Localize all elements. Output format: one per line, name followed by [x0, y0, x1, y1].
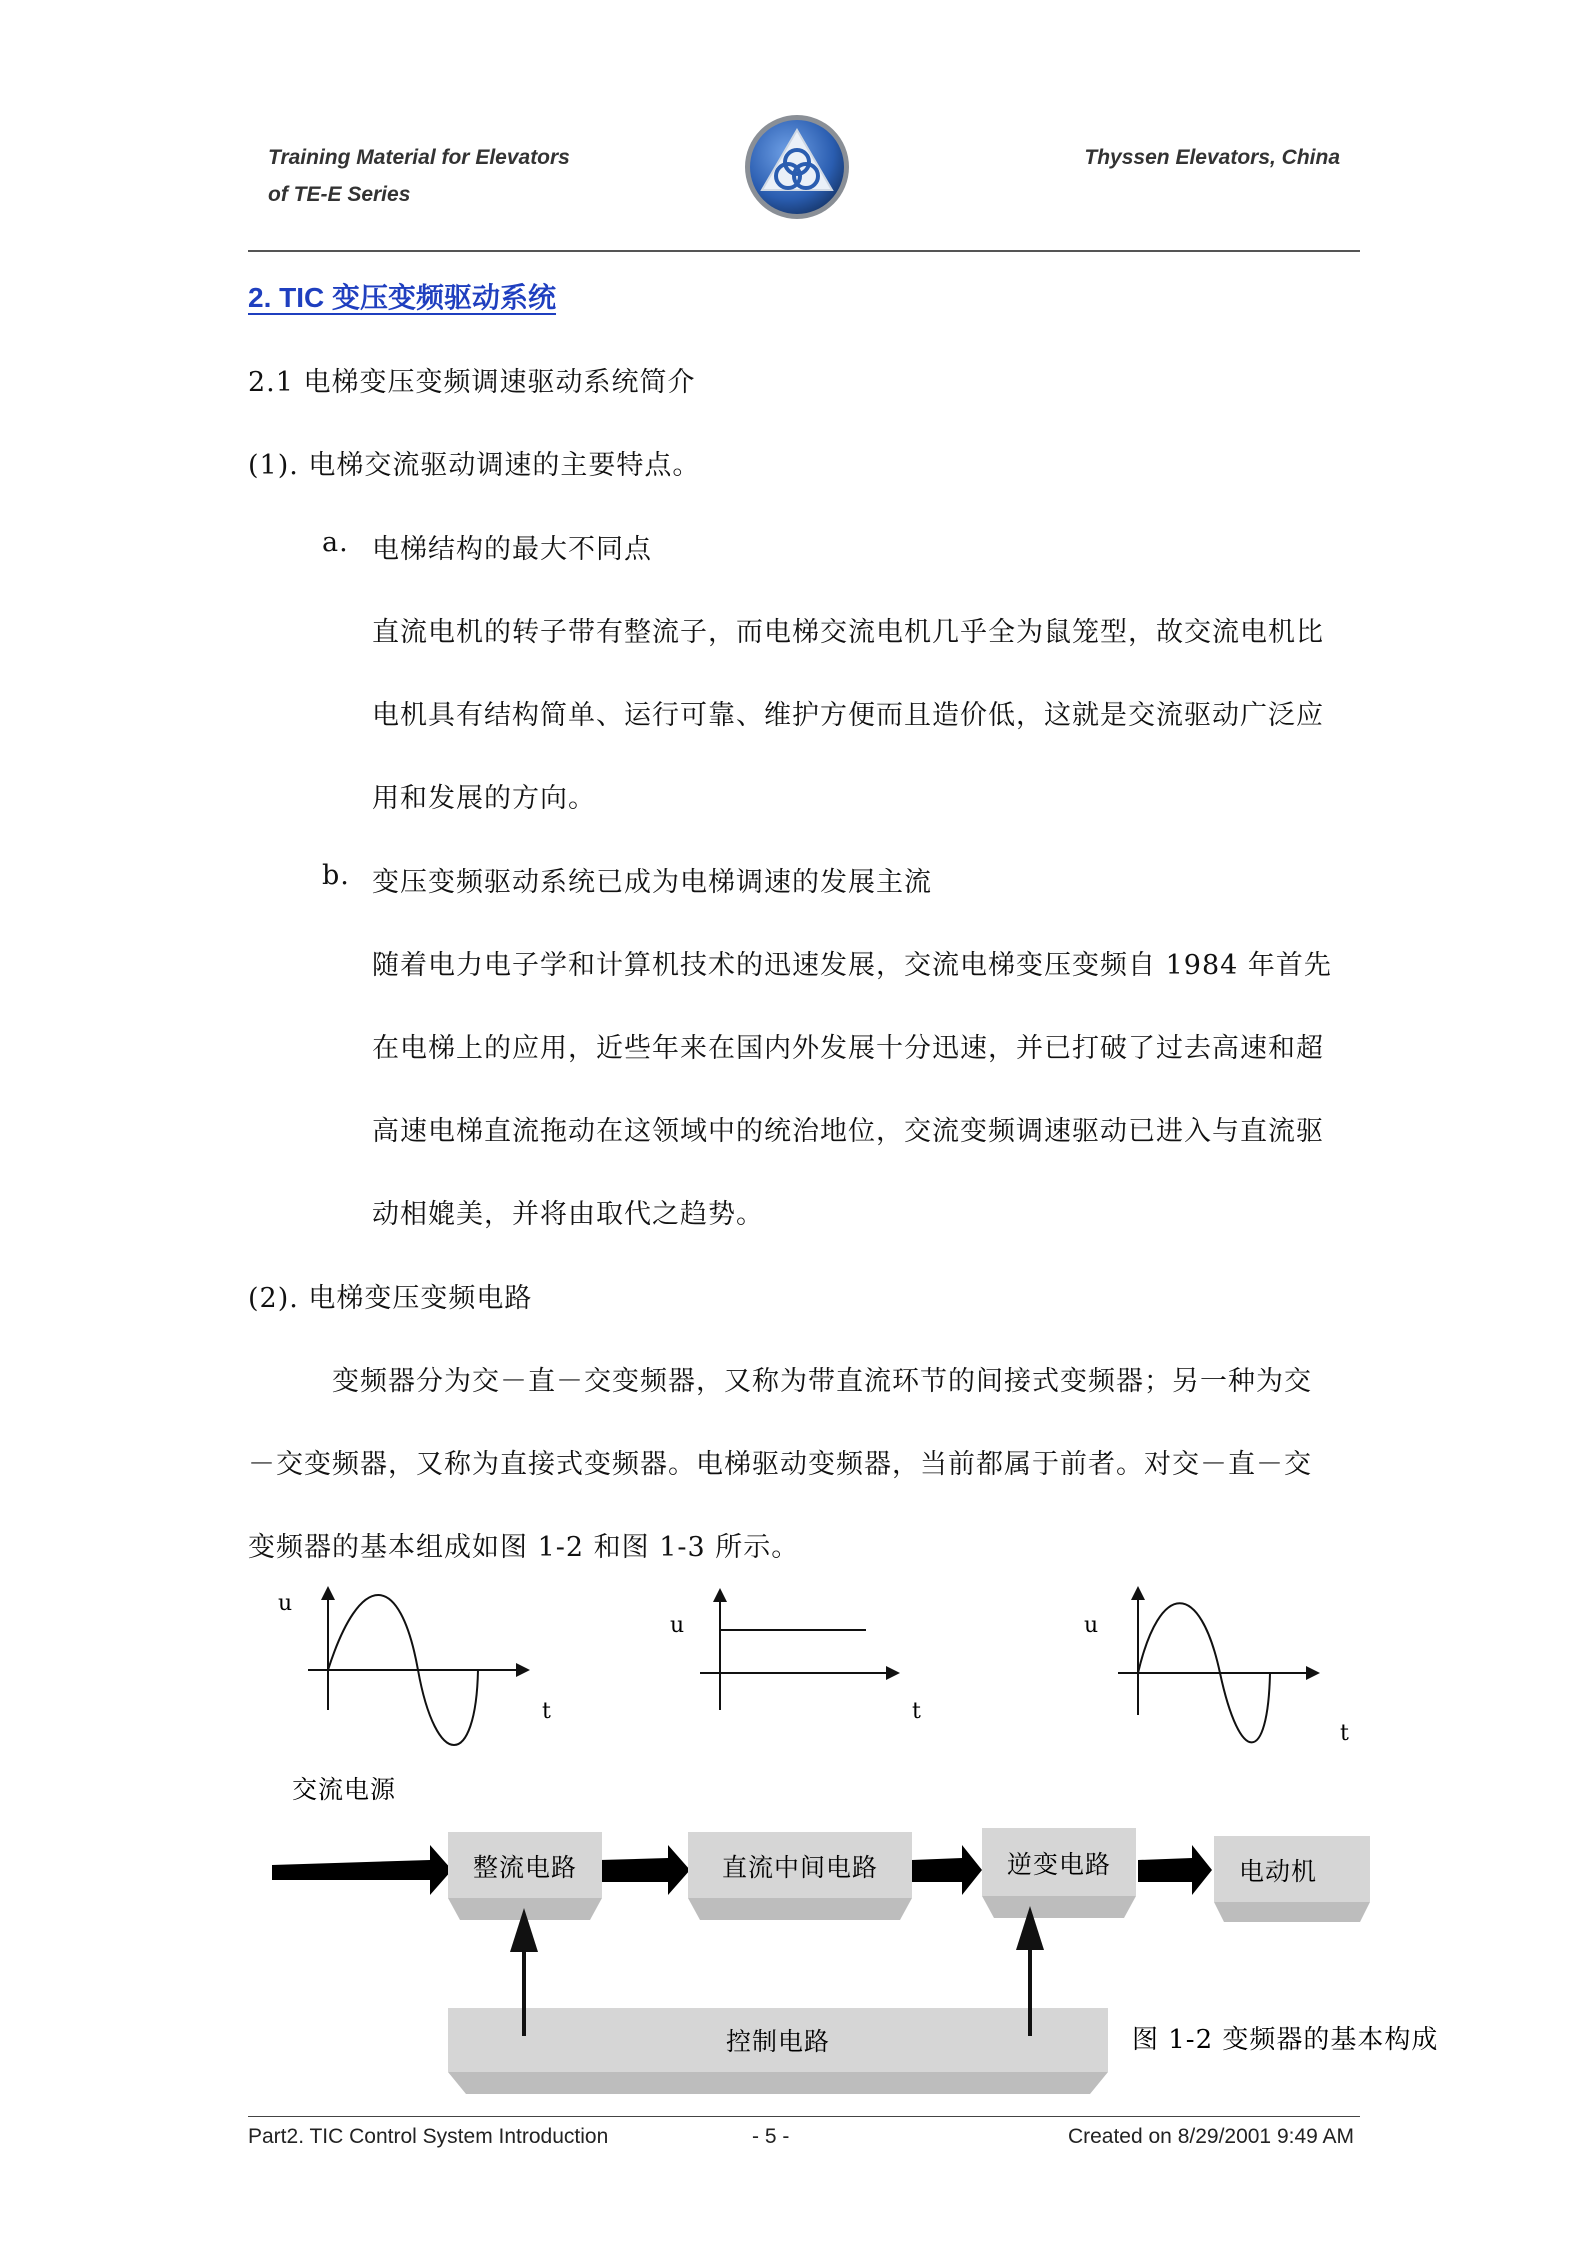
arrow-rectifier-to-dclink: [600, 1845, 690, 1895]
axis-t-label: t: [912, 1699, 921, 1724]
item1-a-line: 电机具有结构简单、运行可靠、维护方便而且造价低，这就是交流驱动广泛应: [372, 700, 1324, 731]
item2-line: 变频器分为交－直－交变频器，又称为带直流环节的间接式变频器；另一种为交: [332, 1366, 1312, 1397]
footer-page-number: - 5 -: [752, 2125, 790, 2148]
arrow-ac-to-rectifier: [272, 1845, 452, 1895]
thyssen-logo-icon: [742, 112, 852, 222]
waveform-ac-output: [1084, 1588, 1349, 1746]
header-right: Thyssen Elevators, China: [1084, 146, 1340, 169]
item1-title: (1). 电梯交流驱动调速的主要特点。: [248, 450, 701, 481]
footer-rule: [248, 2116, 1360, 2117]
item1-a-line: 直流电机的转子带有整流子，而电梯交流电机几乎全为鼠笼型，故交流电机比: [372, 617, 1324, 648]
block-motor: [1214, 1836, 1370, 1922]
item1-b-title: 变压变频驱动系统已成为电梯调速的发展主流: [372, 867, 932, 898]
section-title: 2. TIC 变压变频驱动系统: [248, 282, 557, 313]
block-control-label: 控制电路: [725, 2027, 831, 2056]
footer-right: Created on 8/29/2001 9:49 AM: [1067, 2125, 1354, 2148]
header-left-line2: of TE-E Series: [268, 183, 411, 206]
item1-b-line: 随着电力电子学和计算机技术的迅速发展，交流电梯变压变频自 1984 年首先: [372, 950, 1332, 981]
axis-u-label: u: [278, 1591, 293, 1616]
item1-b-line: 在电梯上的应用，近些年来在国内外发展十分迅速，并已打破了过去高速和超: [372, 1033, 1324, 1064]
block-dc-link: [688, 1832, 912, 1920]
item2-title: (2). 电梯变压变频电路: [248, 1283, 533, 1314]
arrow-dclink-to-inverter: [912, 1845, 982, 1895]
block-dc-link-label: 直流中间电路: [721, 1853, 879, 1882]
item1-a-label: a.: [322, 527, 349, 558]
axis-t-label: t: [1340, 1721, 1349, 1746]
item1-b-label: b.: [322, 860, 350, 891]
block-inverter: [982, 1828, 1136, 1918]
item1-b-line: 动相媲美，并将由取代之趋势。: [372, 1199, 764, 1230]
header-left-line1: Training Material for Elevators: [268, 146, 570, 169]
axis-t-label: t: [542, 1699, 551, 1724]
header-rule: [248, 250, 1360, 252]
item1-b-line: 高速电梯直流拖动在这领域中的统治地位，交流变频调速驱动已进入与直流驱: [372, 1116, 1324, 1147]
item1-a-title: 电梯结构的最大不同点: [372, 534, 652, 565]
figure-caption: 图 1-2 变频器的基本构成: [1132, 2025, 1439, 2055]
item1-a-line: 用和发展的方向。: [372, 783, 596, 814]
vfd-block-diagram: [0, 1560, 1594, 2120]
waveform-dc: [670, 1590, 921, 1724]
ac-source-label: 交流电源: [292, 1775, 397, 1804]
item2-line: －交变频器，又称为直接式变频器。电梯驱动变频器，当前都属于前者。对交－直－交: [248, 1449, 1312, 1480]
block-control: [448, 2008, 1108, 2094]
subsection-title: 2.1 电梯变压变频调速驱动系统简介: [248, 367, 696, 398]
block-motor-label: 电动机: [1238, 1857, 1318, 1886]
item2-line: 变频器的基本组成如图 1-2 和图 1-3 所示。: [248, 1532, 800, 1563]
waveform-ac-input: [278, 1588, 551, 1745]
footer-left: Part2. TIC Control System Introduction: [248, 2125, 609, 2148]
axis-u-label: u: [1084, 1613, 1099, 1638]
block-rectifier: [448, 1832, 602, 1920]
block-inverter-label: 逆变电路: [1006, 1850, 1112, 1879]
arrow-inverter-to-motor: [1138, 1845, 1212, 1895]
block-rectifier-label: 整流电路: [472, 1853, 578, 1882]
axis-u-label: u: [670, 1613, 685, 1638]
